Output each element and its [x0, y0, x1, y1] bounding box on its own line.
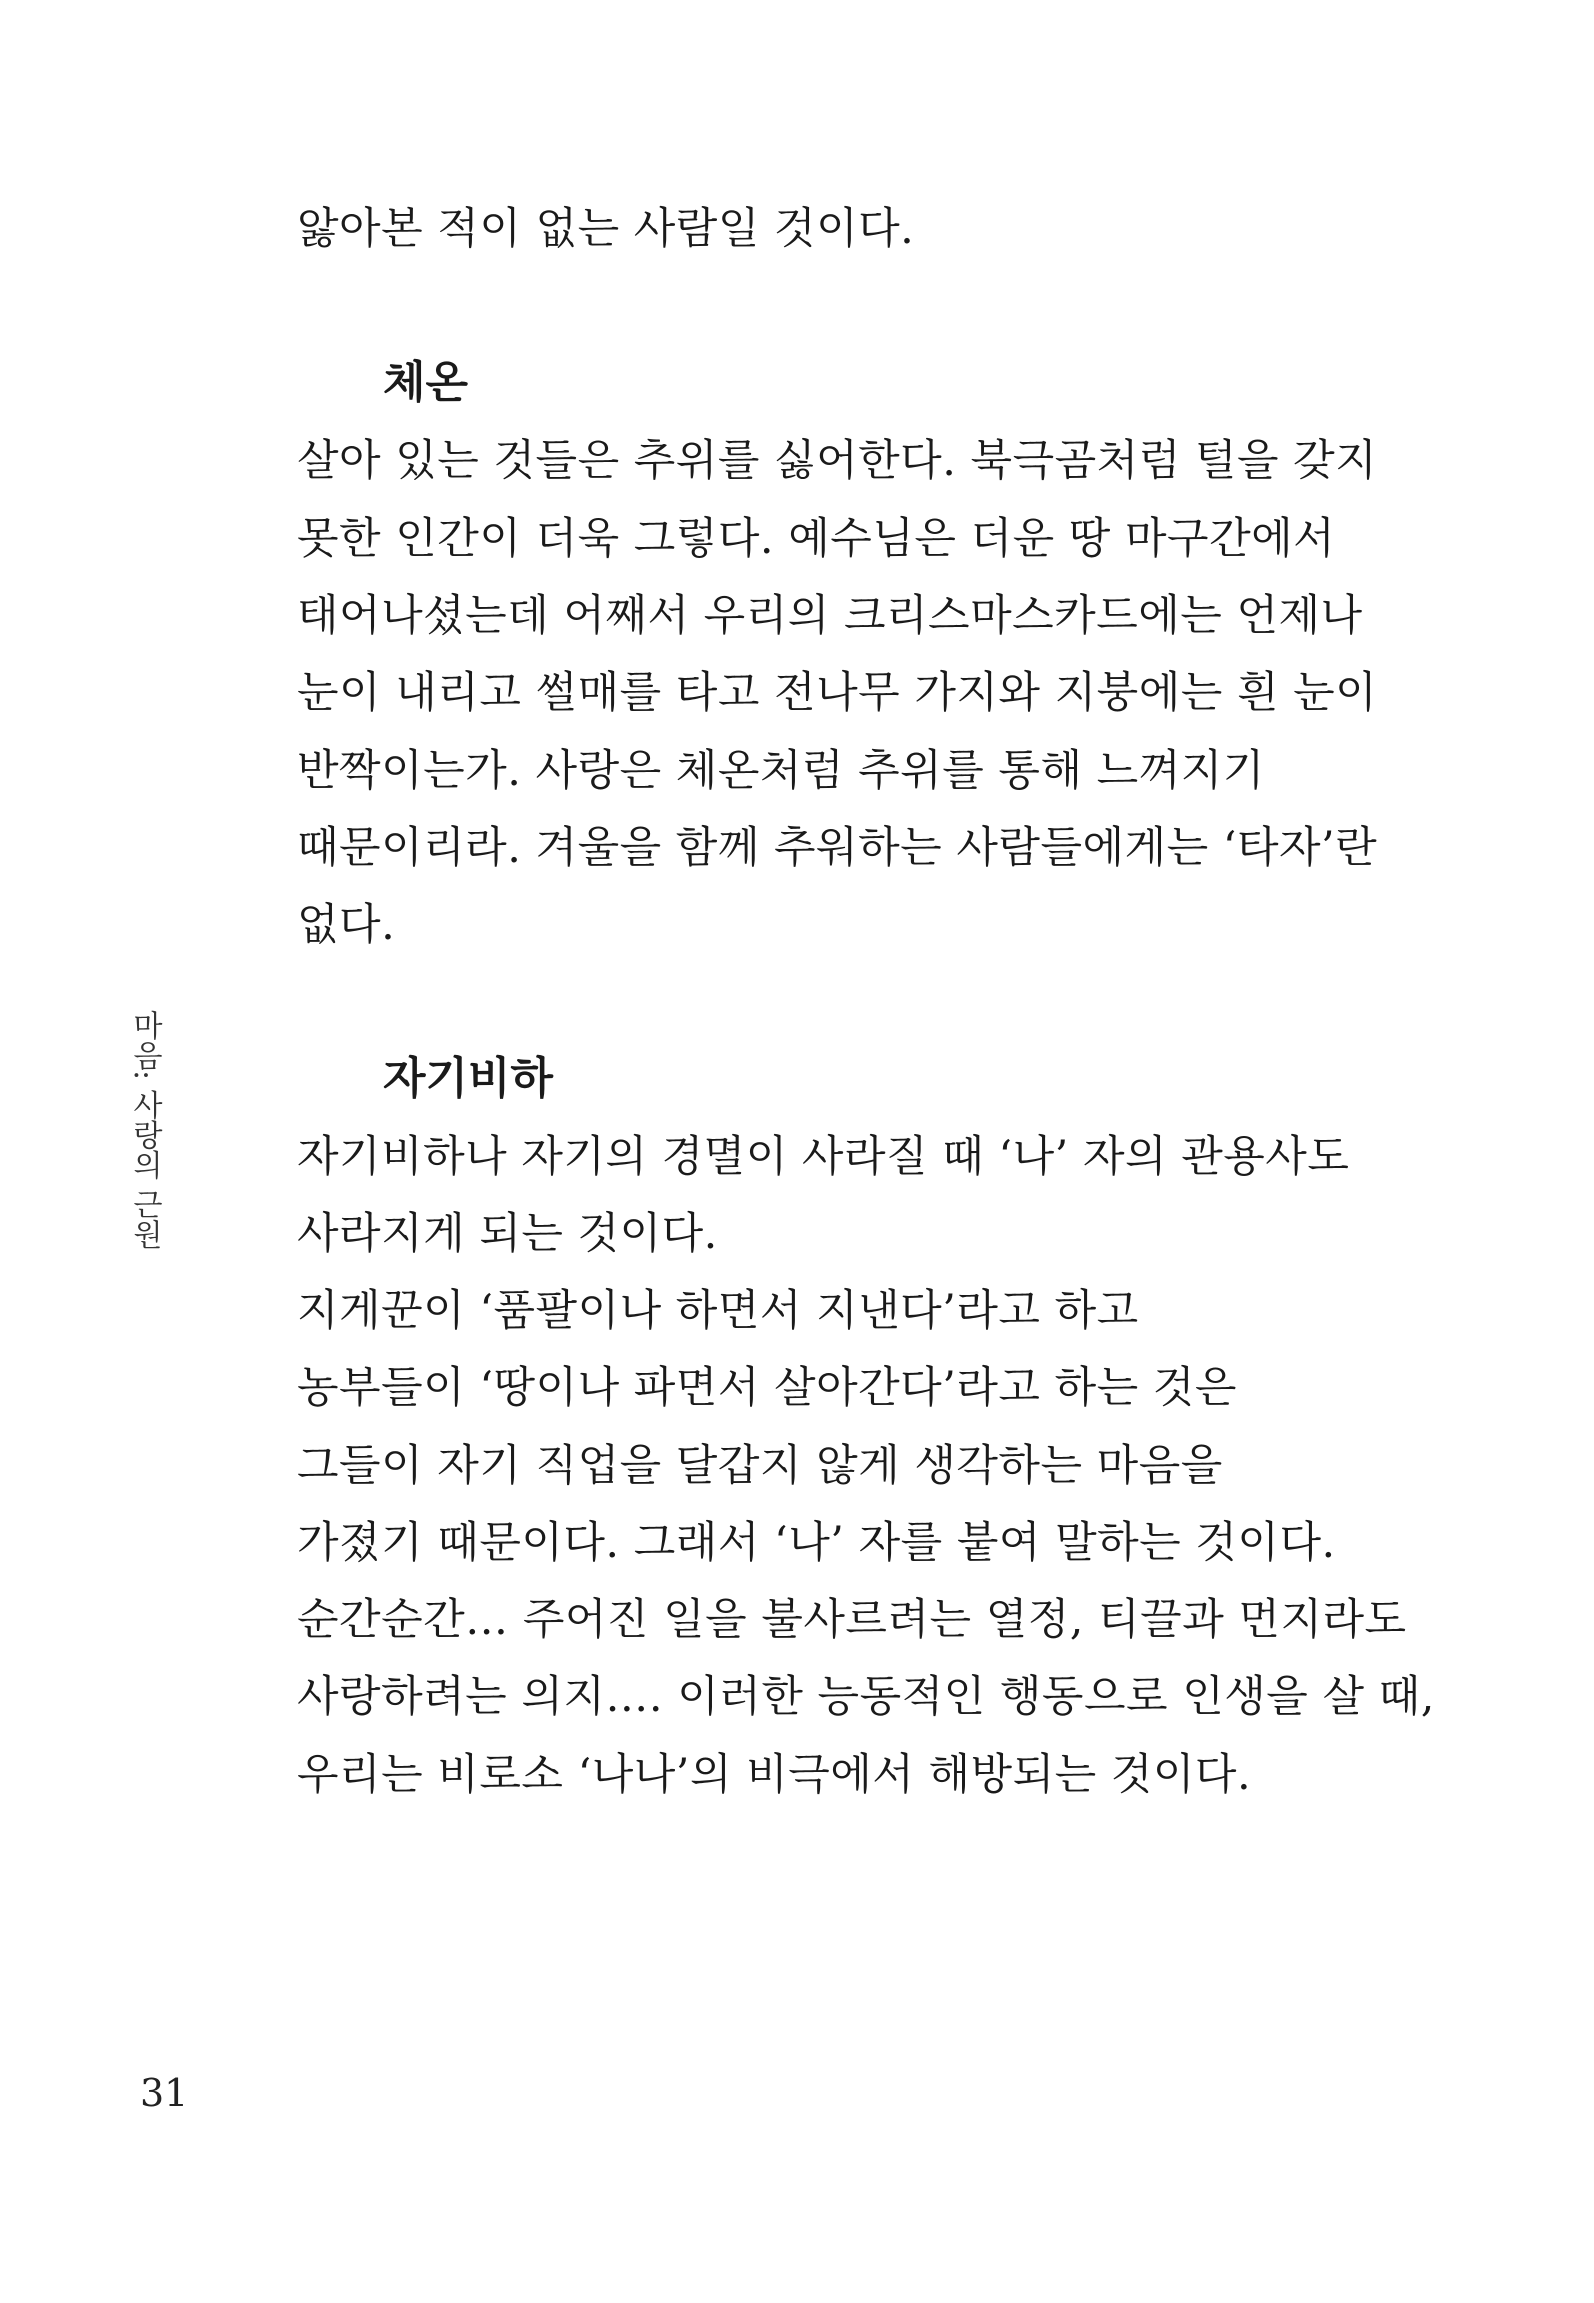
body-line: 지게꾼이 ‘품팔이나 하면서 지낸다’라고 하고 — [297, 1286, 1139, 1336]
section-heading-body-temperature: 체온 — [383, 357, 469, 408]
body-line: 반짝이는가. 사랑은 체온처럼 추위를 통해 느껴지기 — [297, 746, 1265, 796]
body-line: 사라지게 되는 것이다. — [297, 1209, 718, 1259]
body-line: 순간순간… 주어진 일을 불사르려는 열정, 티끌과 먼지라도 — [297, 1595, 1407, 1645]
body-line: 그들이 자기 직업을 달갑지 않게 생각하는 마음을 — [297, 1441, 1223, 1491]
body-line: 없다. — [297, 900, 396, 950]
body-line: 우리는 비로소 ‘나나’의 비극에서 해방되는 것이다. — [297, 1750, 1252, 1800]
body-line: 가졌기 때문이다. 그래서 ‘나’ 자를 붙여 말하는 것이다. — [297, 1518, 1336, 1568]
body-line: 태어나셨는데 어째서 우리의 크리스마스카드에는 언제나 — [297, 591, 1363, 641]
body-line: 살아 있는 것들은 추위를 싫어한다. 북극곰처럼 털을 갖지 — [297, 436, 1378, 486]
page-number: 31 — [140, 2071, 189, 2115]
body-line: 눈이 내리고 썰매를 타고 전나무 가지와 지붕에는 흰 눈이 — [297, 668, 1378, 718]
running-head: 마음: 사랑의 근원 — [127, 1010, 162, 1250]
body-line: 사랑하려는 의지…. 이러한 능동적인 행동으로 인생을 살 때, — [297, 1672, 1435, 1722]
section-heading-self-deprecation: 자기비하 — [383, 1053, 554, 1104]
body-line: 못한 인간이 더욱 그렇다. 예수님은 더운 땅 마구간에서 — [297, 514, 1336, 564]
intro-line: 앓아본 적이 없는 사람일 것이다. — [297, 204, 915, 254]
body-line: 농부들이 ‘땅이나 파면서 살아간다’라고 하는 것은 — [297, 1363, 1237, 1413]
body-line: 때문이리라. 겨울을 함께 추워하는 사람들에게는 ‘타자’란 — [297, 823, 1378, 873]
body-line: 자기비하나 자기의 경멸이 사라질 때 ‘나’ 자의 관용사도 — [297, 1132, 1350, 1182]
